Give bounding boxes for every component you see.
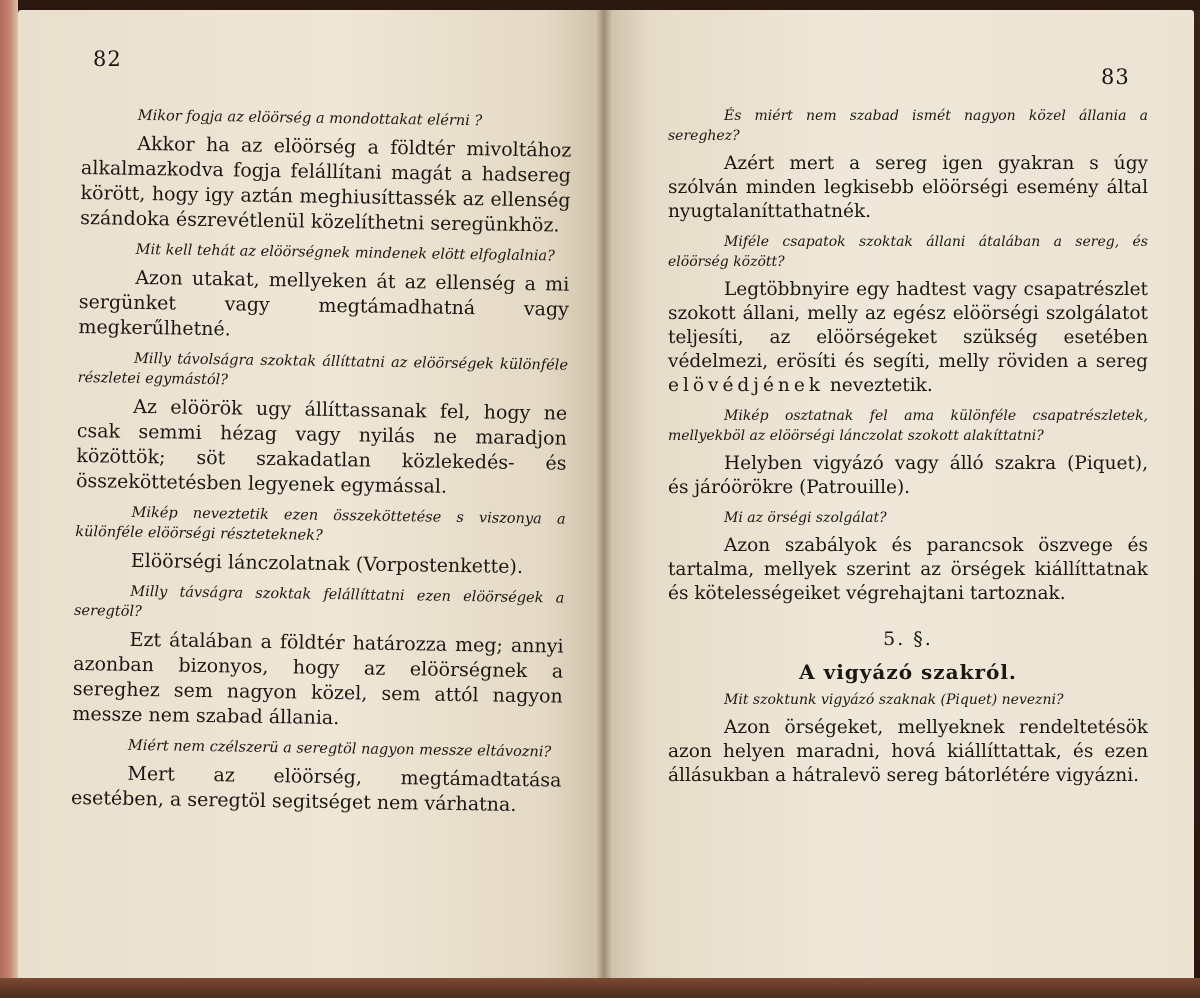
page-number-right: 83 [1101, 65, 1130, 89]
answer-paragraph: Azon utakat, mellyeken át az ellenség a mi sergünket vagy megtámadhatná vagy megkerűlhetné. [78, 266, 570, 341]
question-paragraph: Miért nem czélszerü a seregtöl nagyon messze eltávozni? [127, 737, 552, 761]
section-number: 5. §. [883, 628, 933, 650]
question-paragraph: Mit kell tehát az elöörségnek mindenek elött elfoglalnia? [135, 241, 555, 265]
answer-paragraph: Azon örségeket, mellyeknek rendeltetésök azon helyen maradni, hová kiállíttattak, és ezen állásukban a hátralevö sereg bátorlétére vigyázni. [668, 717, 1148, 786]
question-paragraph: Mikor fogja az elöörség a mondottakat elérni ? [137, 107, 483, 130]
question-paragraph: Mi az örségi szolgálat? [724, 510, 887, 526]
right-page-text [668, 106, 1148, 796]
answer-paragraph: Azon szabályok és parancsok öszvege és tartalma, mellyek szerint az örségek kiállíttatnak és kötelességeiket végrehajtani tartoznak. [668, 535, 1148, 604]
answer-paragraph: Akkor ha az elöörség a földtér mivoltához alkalmazkodva fogja felállítani magát a hadsereg körött, hogy igy aztán meghiusíttassék az ellenség szándoka észrevétlenül közelíthetni seregünkhöz. [80, 132, 572, 237]
answer-text: neveztetik. [824, 375, 933, 396]
left-page [18, 10, 604, 982]
answer-paragraph: Az elöörök ugy állíttassanak fel, hogy ne csak semmi hézag vagy nyilás ne maradjon közöttök; söt szakadatlan közlekedés- és összeköttetésben legyenek egymással. [75, 395, 568, 498]
answer-paragraph: Elöörségi lánczolatnak (Vorpostenkette). [130, 549, 524, 578]
top-edge [0, 0, 1200, 10]
question-paragraph: Milly távságra szoktak felállíttatni ezen elöörségek a seregtöl? [73, 583, 565, 621]
emphasized-term: elövédjének [668, 375, 825, 396]
question-paragraph: Mikép osztatnak fel ama különféle csapatrészletek, mellyekböl az elöörségi lánczolat szokott alakíttatni? [668, 408, 1148, 444]
right-page [604, 10, 1194, 982]
question-paragraph: Miféle csapatok szoktak állani átalában a sereg, és elöörség között? [668, 234, 1148, 270]
question-paragraph: Mikép neveztetik ezen összeköttetése s viszonya a különféle elöörségi részteteknek? [75, 504, 566, 544]
section-title: A vigyázó szakról. [799, 660, 1017, 684]
answer-paragraph: Helyben vigyázó vagy álló szakra (Piquet), és járóörökre (Patrouille). [668, 453, 1148, 498]
book-cover-edge [0, 0, 18, 998]
answer-paragraph: Ezt átalában a földtér határozza meg; annyi azonban bizonyos, hogy az elöörségnek a sereghez sem nagyon közel, sem attól nagyon messze nem szabad állania. [72, 628, 564, 730]
answer-paragraph: Mert az elöörség, megtámadtatása esetében, a seregtöl segitséget nem várhatna. [70, 762, 562, 816]
left-page-text [71, 105, 572, 827]
page-number-left: 82 [93, 47, 122, 71]
answer-paragraph: Azért mert a sereg igen gyakran s úgy szólván minden legkisebb elöörségi esemény által nyugtalaníttathatnék. [668, 153, 1148, 222]
answer-text: Legtöbbnyire egy hadtest vagy csapatrészlet szokott állani, melly az egész elöörségi szolgálatot teljesíti, az elöörségeket szükség esetében védelmezi, erösíti és segíti, melly röviden a sereg [668, 279, 1148, 372]
bottom-edge [0, 978, 1200, 998]
question-paragraph: Milly távolságra szoktak állíttatni az elöörségek különféle részletei egymástól? [77, 350, 569, 389]
question-paragraph: És miért nem szabad ismét nagyon közel állania a sereghez? [668, 108, 1148, 144]
answer-paragraph [668, 278, 1148, 398]
question-paragraph: Mit szoktunk vigyázó szaknak (Piquet) nevezni? [724, 692, 1064, 708]
